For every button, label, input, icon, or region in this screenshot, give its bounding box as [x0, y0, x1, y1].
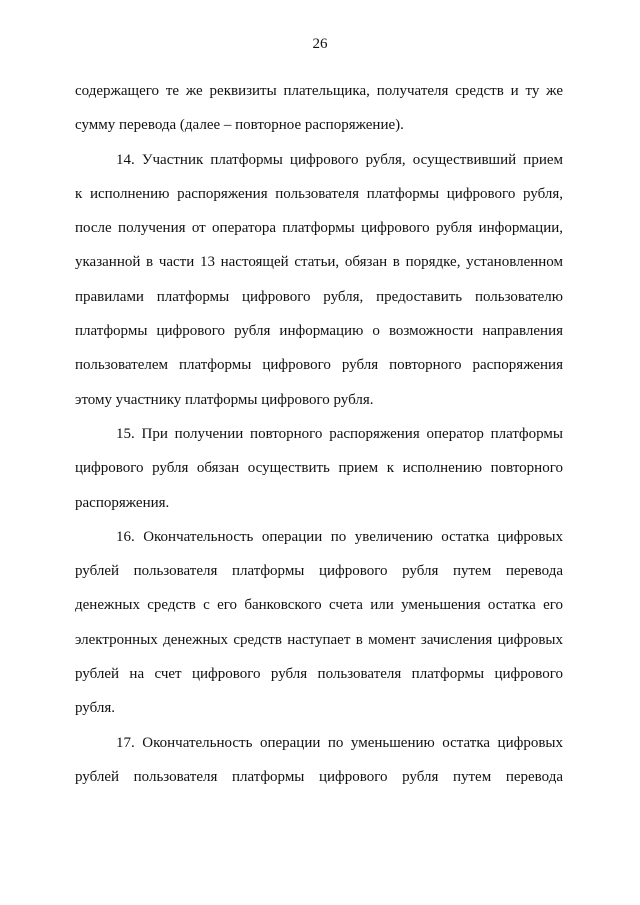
text-line: рубля. [75, 700, 115, 717]
text-line: рублей пользователя платформы цифрового рубля путем перевода [75, 563, 563, 580]
text-line: электронных денежных средств наступает в момент зачисления цифровых [75, 631, 563, 648]
page-number: 26 [312, 36, 328, 52]
text-line: указанной в части 13 настоящей статьи, обязан в порядке, установленном [75, 254, 563, 271]
text-line: денежных средств с его банковского счета или уменьшения остатка его [75, 597, 563, 614]
text-line: 15. При получении повторного распоряжения оператор платформы [116, 425, 563, 442]
text-line: 14. Участник платформы цифрового рубля, осуществивший прием [116, 151, 563, 168]
text-line: 17. Окончательность операции по уменьшению остатка цифровых [116, 734, 563, 751]
text-line: платформы цифрового рубля информацию о возможности направления [75, 323, 563, 340]
text-line: цифрового рубля обязан осуществить прием к исполнению повторного [75, 460, 563, 477]
text-line: пользователем платформы цифрового рубля повторного распоряжения [75, 357, 563, 374]
text-line: правилами платформы цифрового рубля, предоставить пользователю [75, 288, 563, 305]
text-line: этому участнику платформы цифрового рубля. [75, 391, 374, 408]
text-line: содержащего те же реквизиты плательщика, получателя средств и ту же [75, 83, 563, 99]
body-text [75, 74, 563, 794]
text-line: рублей пользователя платформы цифрового рубля путем перевода [75, 768, 563, 785]
text-line: сумму перевода (далее – повторное распоряжение). [75, 117, 404, 134]
text-line: 16. Окончательность операции по увеличению остатка цифровых [116, 528, 563, 545]
text-line: рублей на счет цифрового рубля пользователя платформы цифрового [75, 666, 563, 683]
text-line: распоряжения. [75, 494, 170, 511]
text-line: после получения от оператора платформы цифрового рубля информации, [75, 220, 563, 237]
text-line: к исполнению распоряжения пользователя платформы цифрового рубля, [75, 185, 563, 202]
